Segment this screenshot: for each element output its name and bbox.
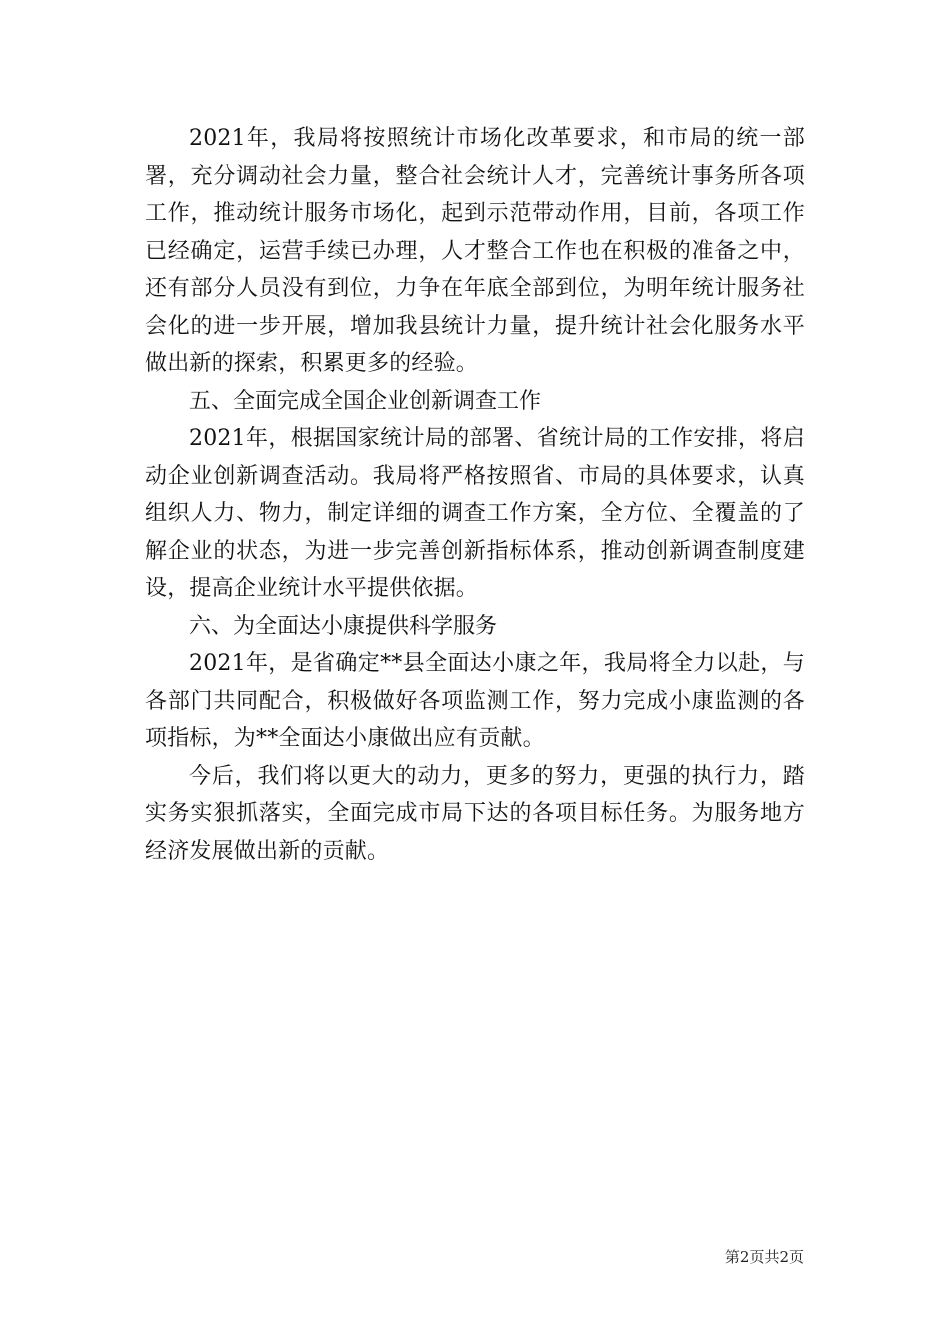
document-body [145, 120, 805, 870]
paragraph-statistics-marketization: 2021年，我局将按照统计市场化改革要求，和市局的统一部署，充分调动社会力量，整合社会统计人才，完善统计事务所各项工作，推动统计服务市场化，起到示范带动作用，目前，各项工作已经确定，运营手续已办理，人才整合工作也在积极的准备之中，还有部分人员没有到位，力争在年底全部到位，为明年统计服务社会化的进一步开展，增加我县统计力量，提升统计社会化服务水平做出新的探索，积累更多的经验。 [145, 126, 805, 376]
paragraph-closing: 今后，我们将以更大的动力，更多的努力，更强的执行力，踏实务实狠抓落实，全面完成市局下达的各项目标任务。为服务地方经济发展做出新的贡献。 [145, 763, 805, 864]
page-number: 第2页共2页 [724, 1248, 804, 1266]
paragraph-innovation-survey: 2021年，根据国家统计局的部署、省统计局的工作安排，将启动企业创新调查活动。我局将严格按照省、市局的具体要求，认真组织人力、物力，制定详细的调查工作方案，全方位、全覆盖的了解企业的状态，为进一步完善创新指标体系，推动创新调查制度建设，提高企业统计水平提供依据。 [145, 426, 805, 601]
section-heading-five: 五、全面完成全国企业创新调查工作 [189, 388, 542, 414]
section-heading-six: 六、为全面达小康提供科学服务 [189, 613, 498, 639]
paragraph-xiaokang-monitoring: 2021年，是省确定**县全面达小康之年，我局将全力以赴，与各部门共同配合，积极做好各项监测工作，努力完成小康监测的各项指标，为**全面达小康做出应有贡献。 [145, 651, 805, 751]
